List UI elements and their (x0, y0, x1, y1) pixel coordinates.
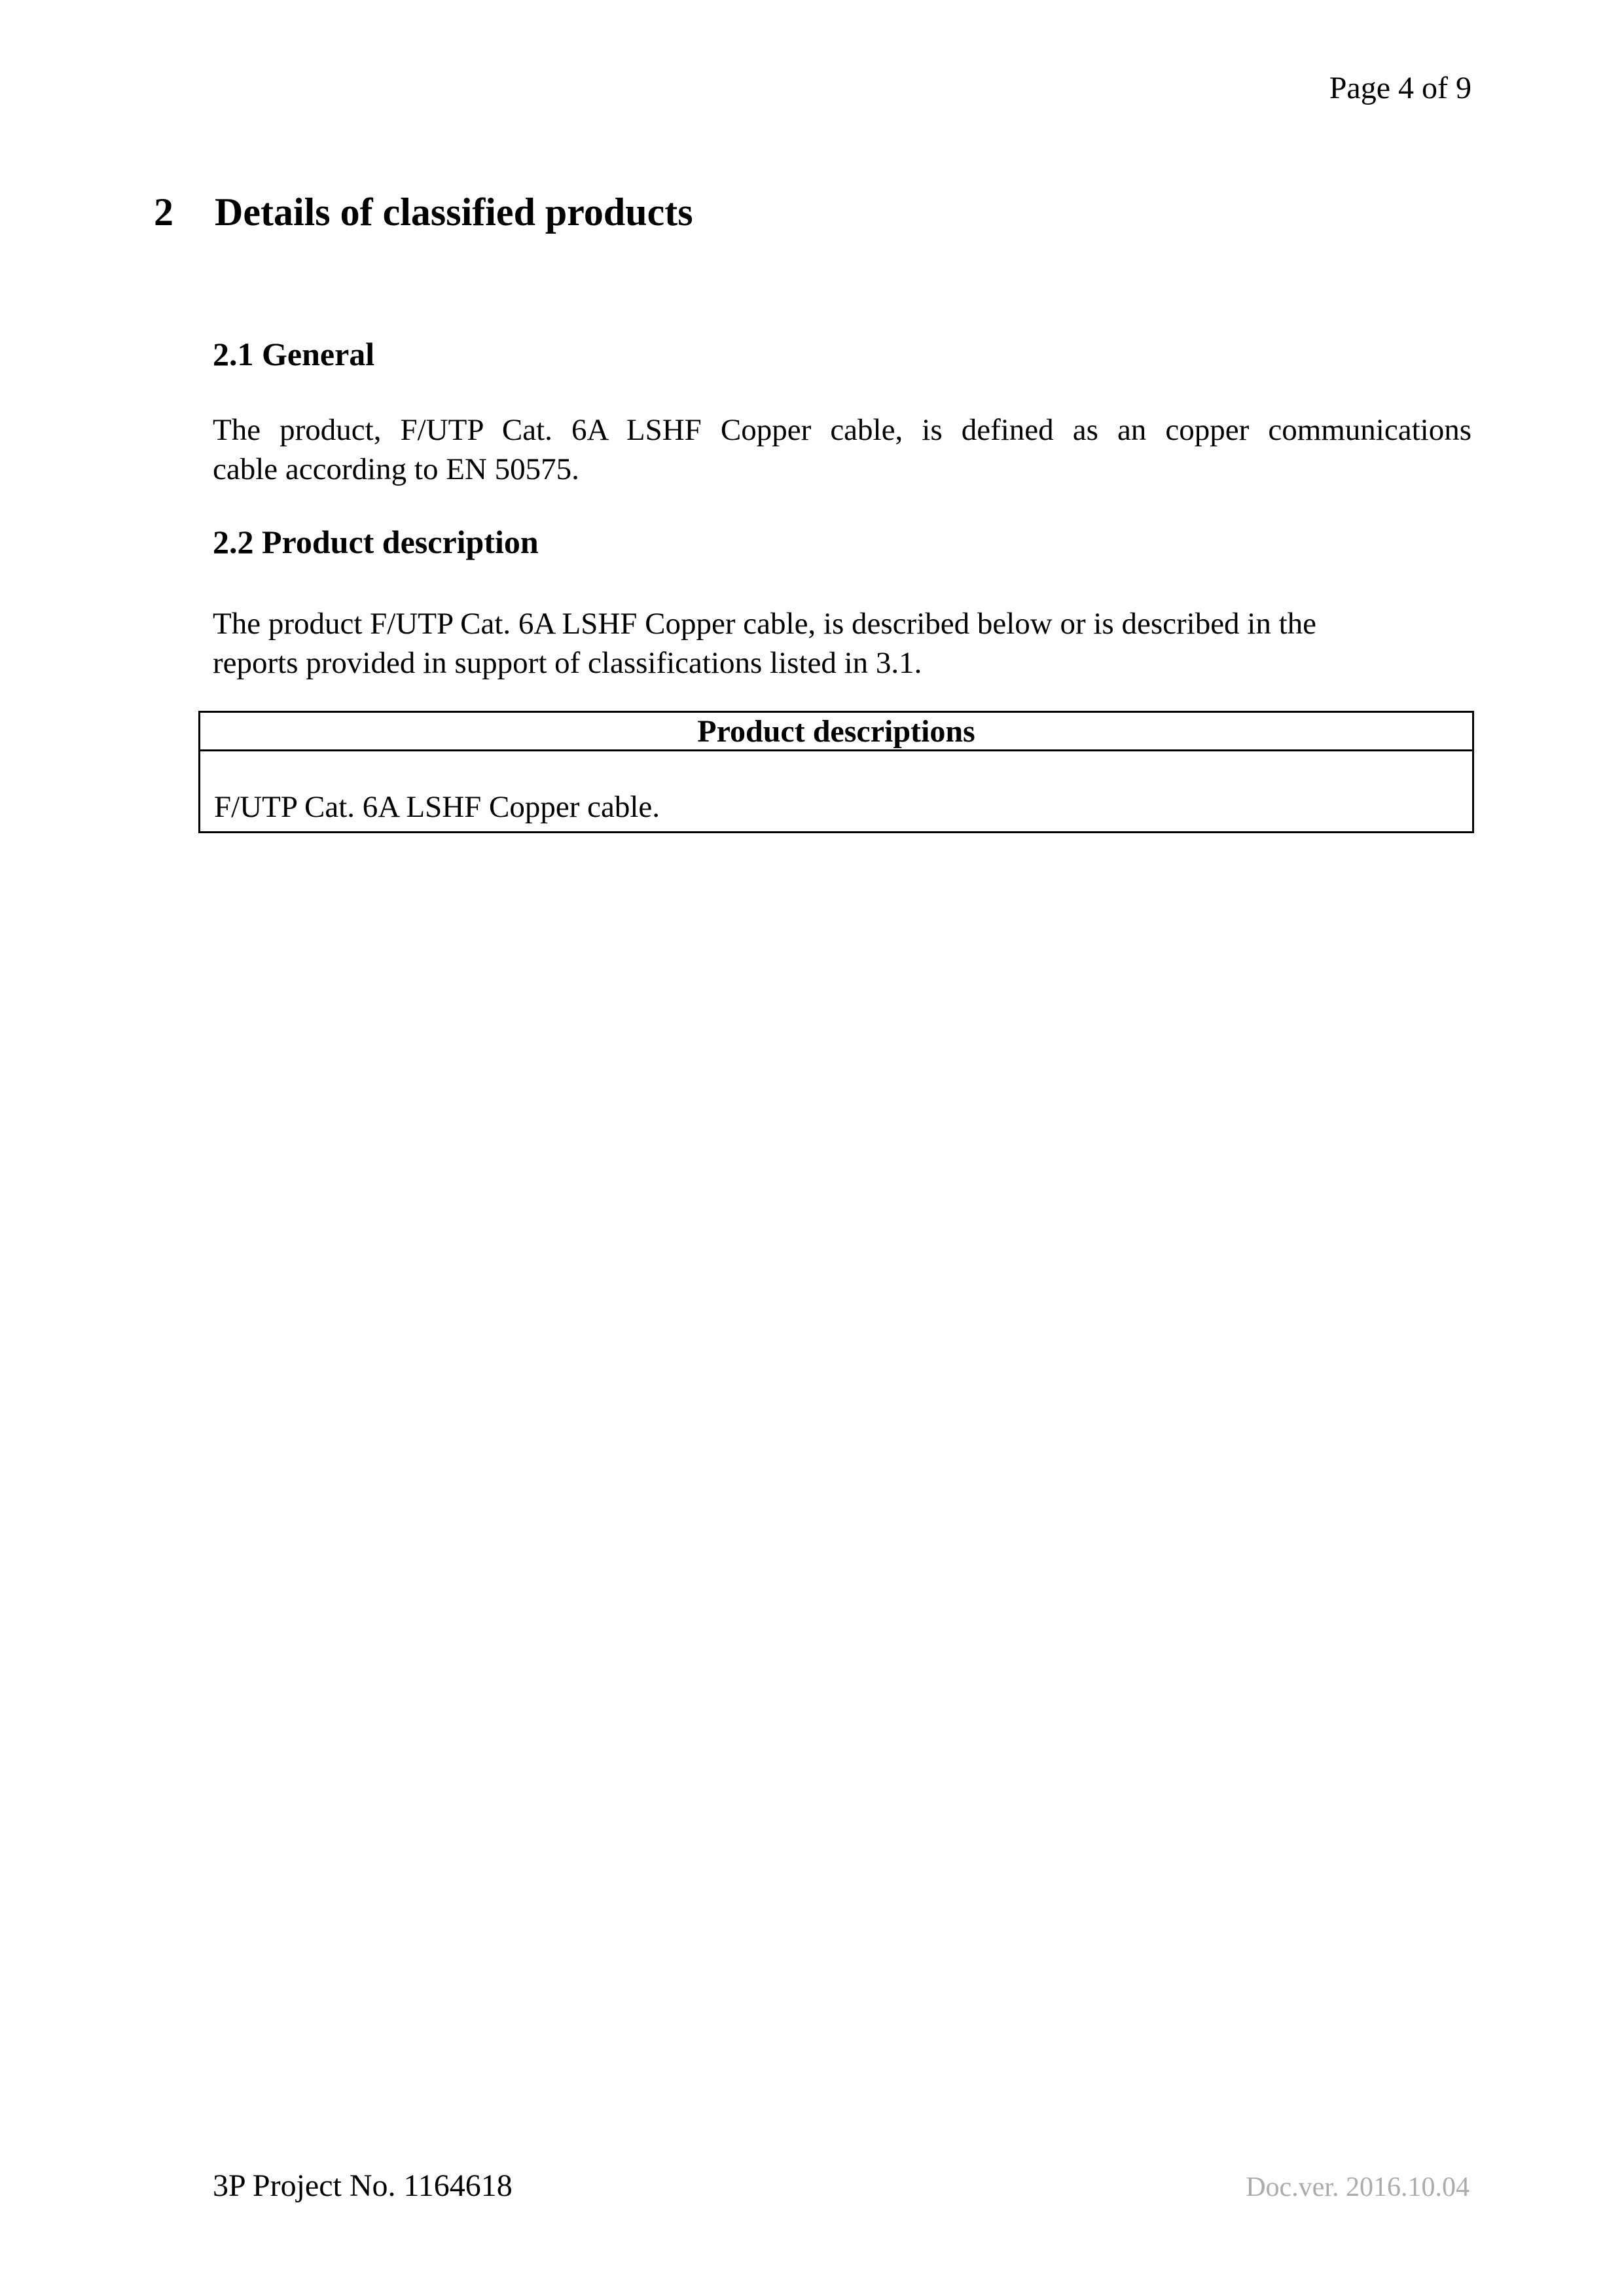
table-header-row (200, 712, 1473, 751)
section-heading-title: Details of classified products (215, 190, 693, 234)
paragraph-product-line-1: The product F/UTP Cat. 6A LSHF Copper cable, is described below or is described in the (213, 607, 1317, 641)
footer-project-number: 3P Project No. 1164618 (213, 2168, 513, 2203)
paragraph-general-line-1: The product, F/UTP Cat. 6A LSHF Copper cable, is defined as an copper communications (213, 413, 1471, 447)
paragraph-product-line-2: reports provided in support of classifications listed in 3.1. (213, 646, 922, 680)
section-heading (154, 189, 693, 235)
paragraph-general-line-2: cable according to EN 50575. (213, 452, 579, 486)
table-header-cell: Product descriptions (200, 712, 1473, 751)
product-descriptions-table (198, 711, 1474, 833)
page-number: Page 4 of 9 (1329, 71, 1471, 105)
paragraph-product-description (213, 604, 1471, 683)
table-row (200, 751, 1473, 833)
table-cell-product-description: F/UTP Cat. 6A LSHF Copper cable. (200, 751, 1473, 833)
subheading-product-description: 2.2 Product description (213, 524, 539, 560)
subheading-general: 2.1 General (213, 336, 375, 372)
page-footer (213, 2168, 1470, 2204)
footer-doc-version: Doc.ver. 2016.10.04 (1246, 2172, 1470, 2202)
paragraph-general (213, 410, 1471, 489)
section-heading-number: 2 (154, 190, 173, 234)
